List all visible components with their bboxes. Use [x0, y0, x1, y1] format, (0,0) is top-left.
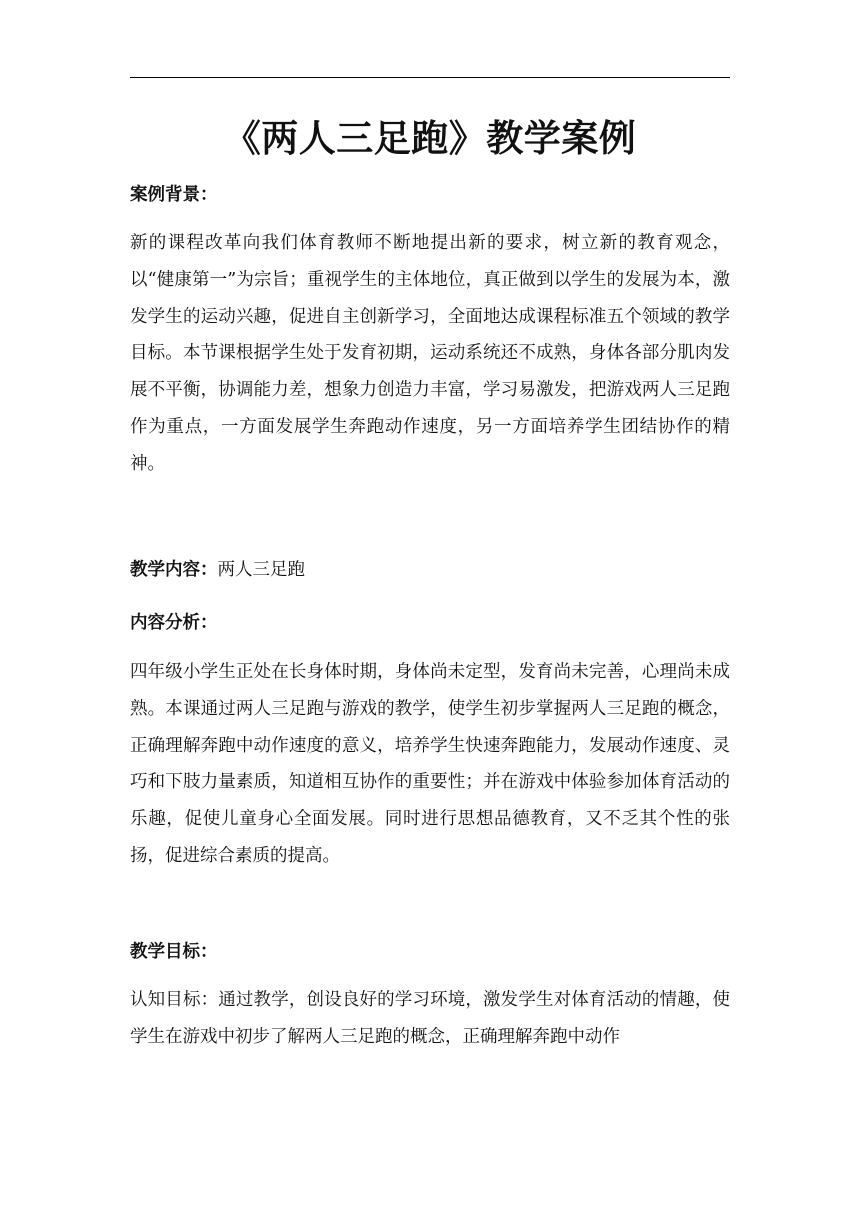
header-rule [130, 77, 730, 78]
document-title: 《两人三足跑》教学案例 [223, 116, 637, 160]
section-heading-analysis: 内容分析： [130, 613, 218, 633]
analysis-paragraph: 四年级小学生正处在长身体时期，身体尚未定型，发育尚未完善，心理尚未成熟。本课通过两人三足跑与游戏的教学，使学生初步掌握两人三足跑的概念，正确理解奔跑中动作速度的意义，培养学生快速奔跑能力，发展动作速度、灵巧和下肢力量素质，知道相互协作的重要性；并在游戏中体验参加体育活动的乐趣，促使儿童身心全面发展。同时进行思想品德教育，又不乏其个性的张扬，促进综合素质的提高。 [130, 662, 730, 866]
section-heading-background: 案例背景： [130, 185, 218, 205]
background-paragraph: 新的课程改革向我们体育教师不断地提出新的要求，树立新的教育观念，以“健康第一”为宗旨；重视学生的主体地位，真正做到以学生的发展为本，激发学生的运动兴趣，促进自主创新学习，全面地达成课程标准五个领域的教学目标。本节课根据学生处于发育初期，运动系统还不成熟，身体各部分肌肉发展不平衡，协调能力差，想象力创造力丰富，学习易激发，把游戏两人三足跑作为重点，一方面发展学生奔跑动作速度，另一方面培养学生团结协作的精神。 [130, 233, 730, 474]
section-heading-goals: 教学目标： [130, 942, 218, 962]
content-value: 两人三足跑 [217, 560, 305, 580]
goals-paragraph: 认知目标：通过教学，创设良好的学习环境，激发学生对体育活动的情趣，使学生在游戏中初步了解两人三足跑的概念，正确理解奔跑中动作 [130, 990, 730, 1047]
section-heading-content [130, 558, 730, 582]
content-label: 教学内容： [130, 560, 218, 580]
